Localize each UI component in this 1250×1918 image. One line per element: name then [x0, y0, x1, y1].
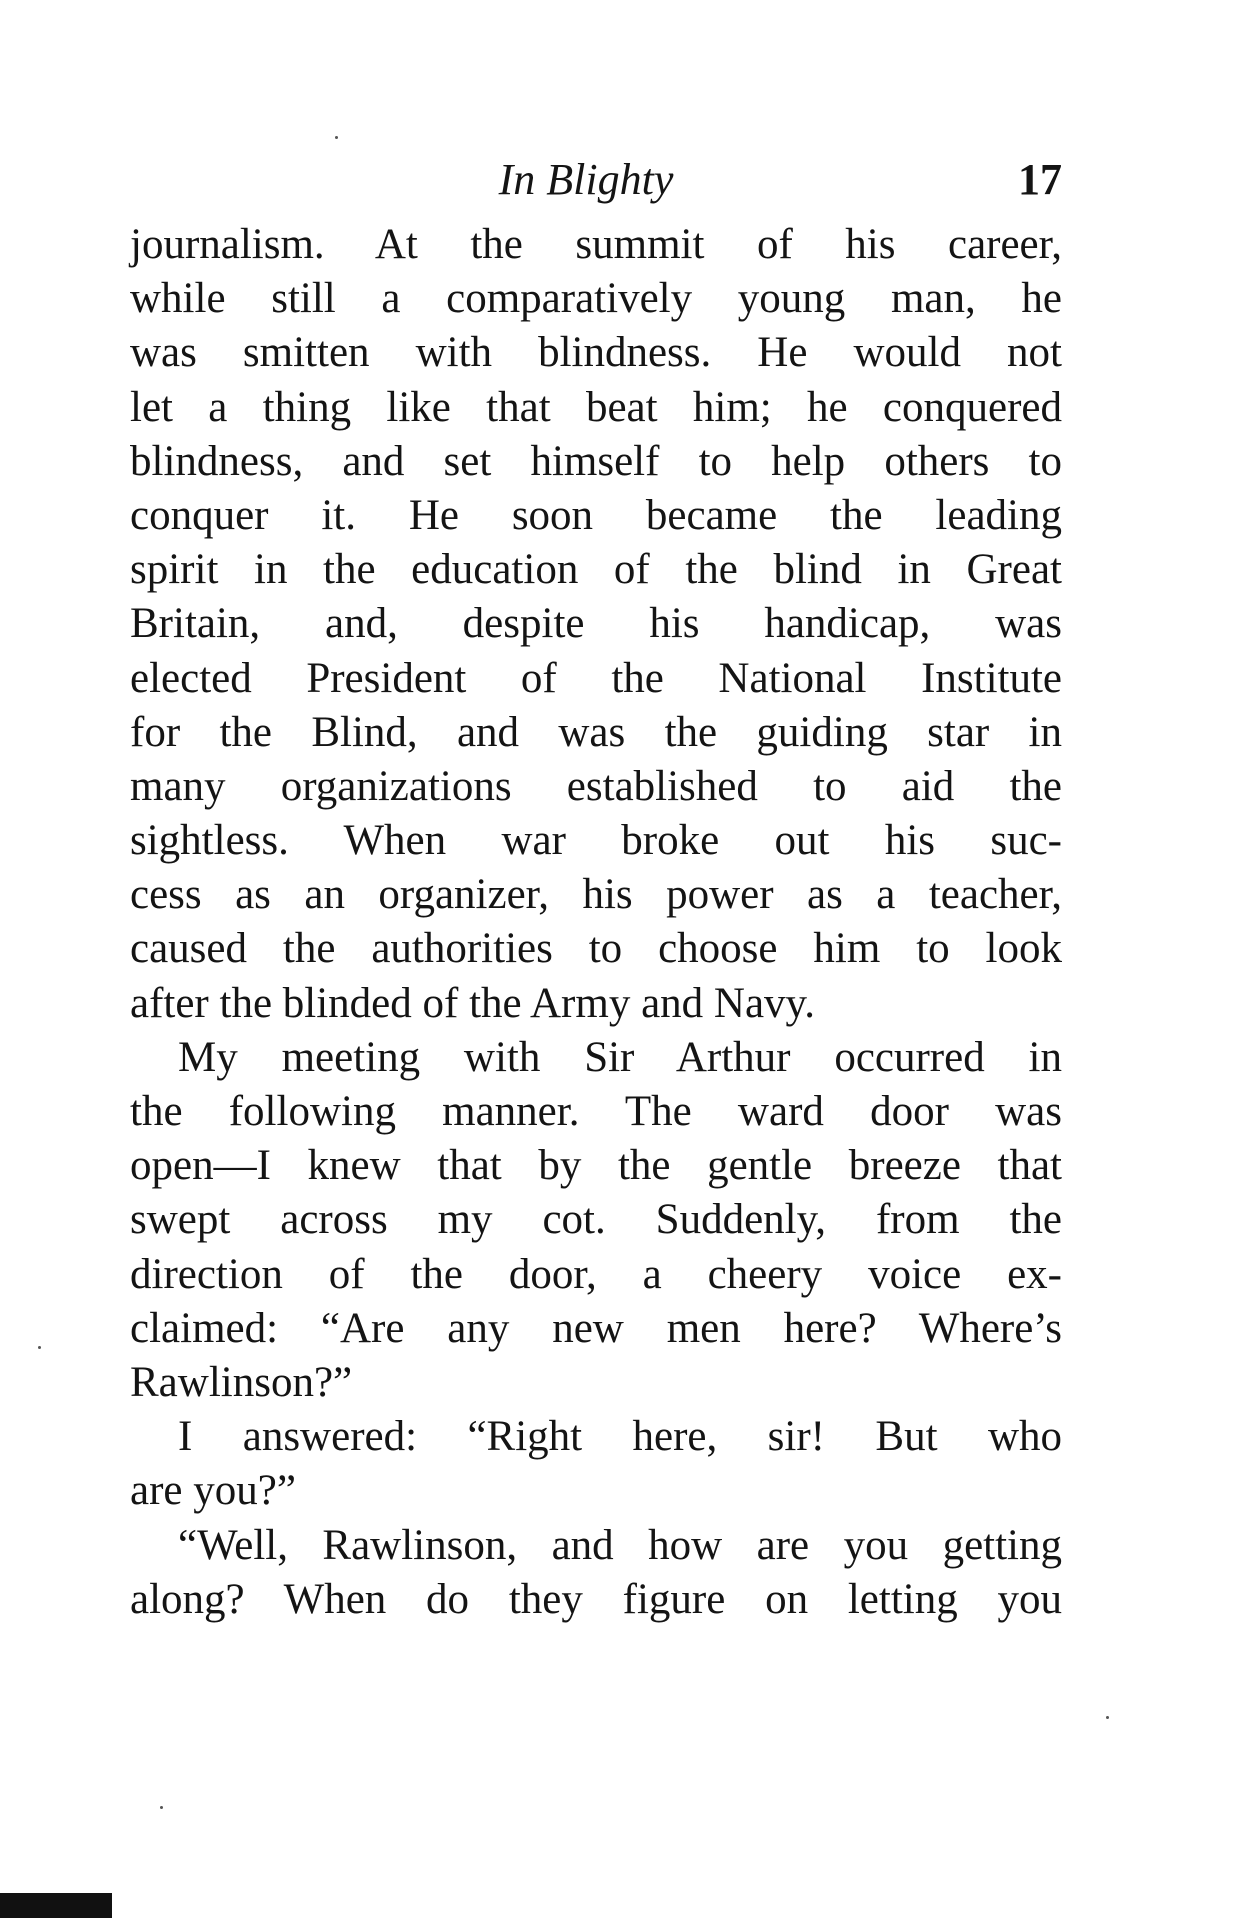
body-text	[130, 218, 1062, 1627]
text-line: journalism. At the summit of his career,	[130, 221, 1062, 268]
text-line: I answered: “Right here, sir! But who	[178, 1413, 1062, 1461]
text-line: let a thing like that beat him; he conquered	[130, 383, 1062, 431]
paragraph	[130, 1519, 1062, 1627]
text-line: Rawlinson?”	[130, 1358, 353, 1406]
page-header	[130, 152, 1062, 208]
text-line: “Well, Rawlinson, and how are you getting	[178, 1521, 1062, 1569]
text-line: direction of the door, a cheery voice ex-	[130, 1250, 1062, 1298]
paragraph	[130, 1031, 1062, 1410]
text-line: for the Blind, and was the guiding star in	[130, 708, 1062, 756]
paragraph	[130, 1410, 1062, 1518]
text-line: claimed: “Are any new men here? Where’s	[130, 1304, 1062, 1352]
text-line: open—I knew that by the gentle breeze that	[130, 1142, 1062, 1190]
scan-speck	[335, 136, 338, 139]
paragraph	[130, 218, 1062, 1031]
text-line: swept across my cot. Suddenly, from the	[130, 1196, 1062, 1244]
text-line: blindness, and set himself to help others to	[130, 437, 1062, 485]
scan-speck	[38, 1346, 41, 1349]
scan-speck	[160, 1806, 163, 1809]
scan-speck	[1106, 1716, 1109, 1719]
text-line: caused the authorities to choose him to look	[130, 925, 1062, 973]
text-line: conquer it. He soon became the leading	[130, 491, 1062, 539]
text-line: sightless. When war broke out his suc-	[130, 817, 1062, 865]
text-line: many organizations established to aid the	[130, 762, 1062, 810]
text-line: along? When do they figure on letting you	[130, 1575, 1062, 1623]
running-title: In Blighty	[498, 155, 674, 204]
text-line: was smitten with blindness. He would not	[130, 329, 1062, 377]
text-line: after the blinded of the Army and Navy.	[130, 979, 815, 1027]
text-line: elected President of the National Institute	[130, 654, 1062, 702]
text-line: My meeting with Sir Arthur occurred in	[178, 1033, 1062, 1081]
text-line: Britain, and, despite his handicap, was	[130, 600, 1062, 648]
text-line: the following manner. The ward door was	[130, 1088, 1062, 1135]
page-number: 17	[1018, 155, 1062, 204]
text-line: cess as an organizer, his power as a teacher,	[130, 871, 1062, 919]
text-line: spirit in the education of the blind in Great	[130, 546, 1062, 594]
text-line: are you?”	[130, 1467, 296, 1515]
scan-mark	[0, 1893, 112, 1918]
text-line: while still a comparatively young man, he	[130, 275, 1062, 323]
